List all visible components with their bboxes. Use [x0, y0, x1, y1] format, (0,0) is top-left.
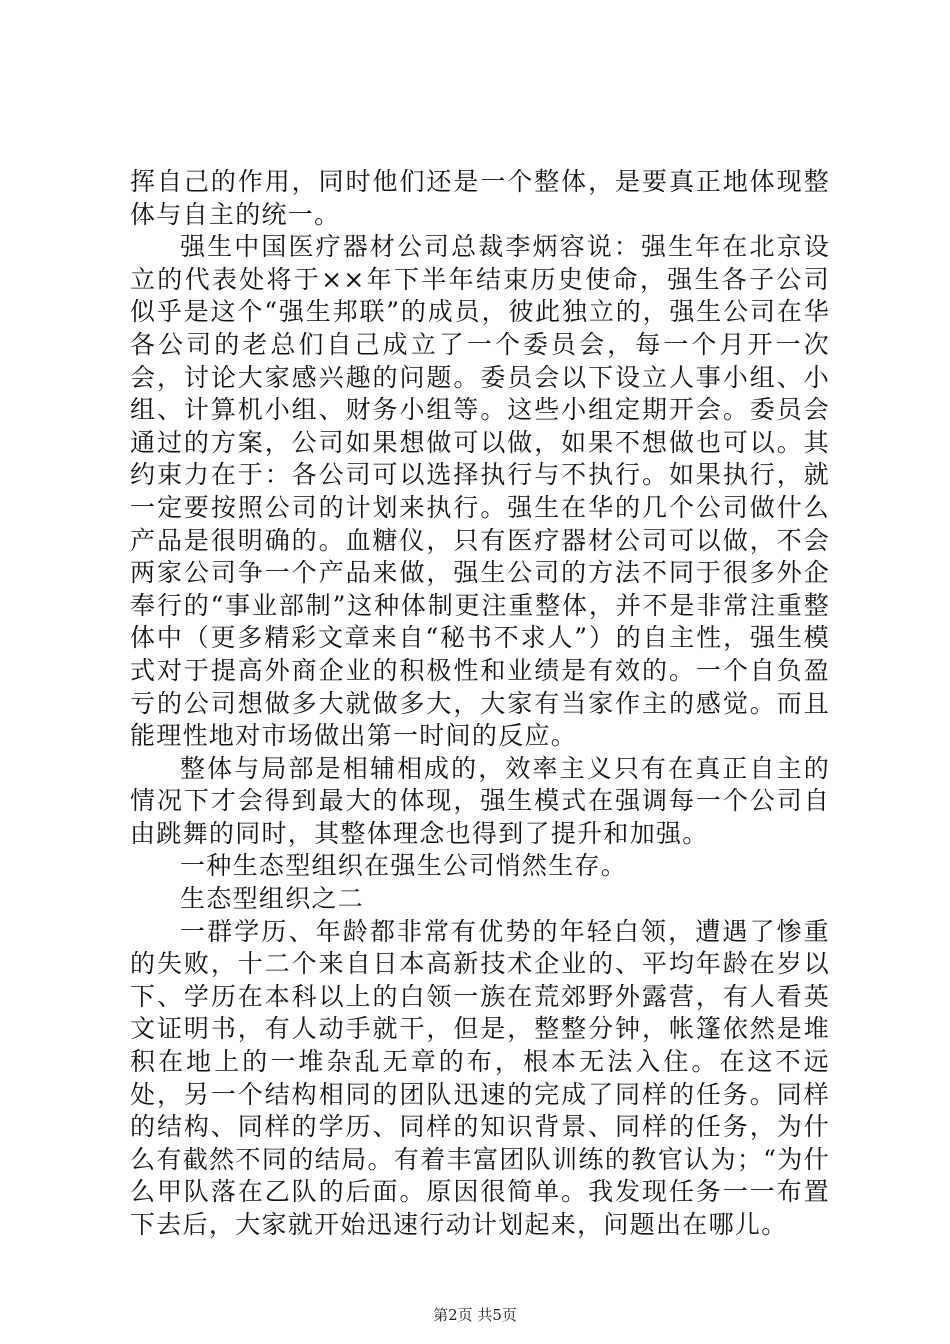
page-number-footer: 第2页 共5页	[433, 1306, 517, 1324]
paragraph-3: 整体与局部是相辅相成的，效率主义只有在真正自主的情况下才会得到最大的体现，强生模式在强调每一个公司自由跳舞的同时，其整体理念也得到了提升和加强。	[130, 753, 830, 848]
paragraph-1: 挥自己的作用，同时他们还是一个整体，是要真正地体现整体与自主的统一。	[130, 167, 830, 229]
paragraph-4: 一种生态型组织在强生公司悄然生存。	[180, 851, 628, 881]
paragraph-5: 一群学历、年龄都非常有优势的年轻白领，遭遇了惨重的失败，十二个来自日本高新技术企业的、平均年龄在岁以下、学历在本科以上的白领一族在荒郊野外露营，有人看英文证明书，有人动手就干，但是，整整分钟，帐篷依然是堆积在地上的一堆杂乱无章的布，根本无法入住。在这不远处，另一个结构相同的团队迅速的完成了同样的任务。同样的结构、同样的学历、同样的知识背景、同样的任务，为什么有截然不同的结局。有着丰富团队训练的教官认为；“为什么甲队落在乙队的后面。原因很简单。我发现任务一一布置下去后，大家就开始迅速行动计划起来，问题出在哪儿。	[130, 916, 830, 1239]
document-body	[130, 166, 830, 1242]
paragraph-2: 强生中国医疗器材公司总裁李炳容说：强生年在北京设立的代表处将于××年下半年结束历史使命，强生各子公司似乎是这个“强生邦联”的成员，彼此独立的，强生公司在华各公司的老总们自己成立了一个委员会，每一个月开一次会，讨论大家感兴趣的问题。委员会以下设立人事小组、小组、计算机小组、财务小组等。这些小组定期开会。委员会通过的方案，公司如果想做可以做，如果不想做也可以。其约束力在于：各公司可以选择执行与不执行。如果执行，就一定要按照公司的计划来执行。强生在华的几个公司做什么产品是很明确的。血糖仪，只有医疗器材公司可以做，不会两家公司争一个产品来做，强生公司的方法不同于很多外企奉行的“事业部制”这种体制更注重整体，并不是非常注重整体中（更多精彩文章来自“秘书不求人”）的自主性，强生模式对于提高外商企业的积极性和业绩是有效的。一个自负盈亏的公司想做多大就做多大，大家有当家作主的感觉。而且能理性地对市场做出第一时间的反应。	[130, 232, 830, 751]
section-heading: 生态型组织之二	[180, 884, 365, 914]
